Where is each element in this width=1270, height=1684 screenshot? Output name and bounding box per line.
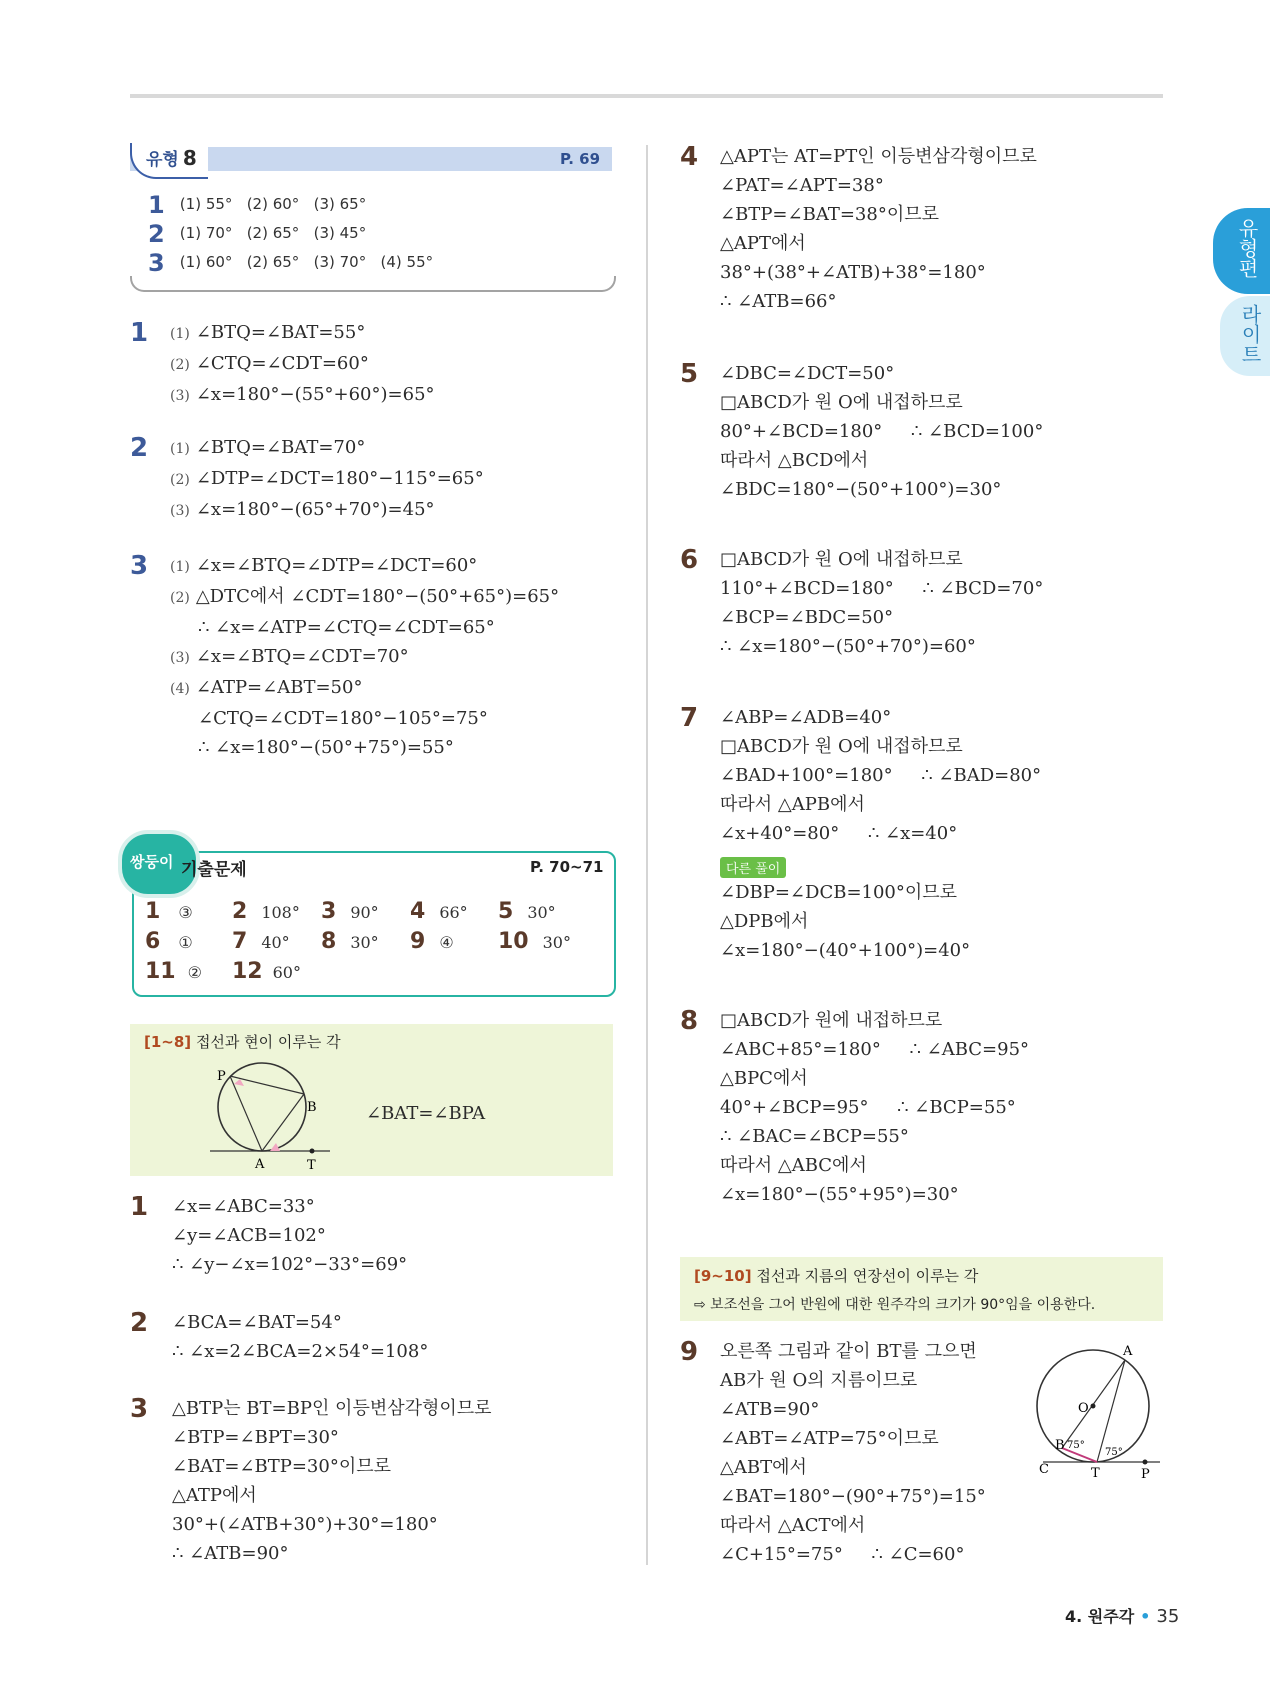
- side-tab-lite-label: 라이트: [1238, 304, 1262, 364]
- solution-line: 40°+∠BCP=95° ∴ ∠BCP=55°: [720, 1097, 1016, 1118]
- solution-line: ∠ABC+85°=180° ∴ ∠ABC=95°: [720, 1039, 1030, 1060]
- concept2-range: [9~10]: [694, 1267, 752, 1285]
- ans-n: 2: [232, 899, 248, 924]
- solution-line: ∠ABP=∠ADB=40°: [720, 707, 892, 728]
- solution-line: ∠BTP=∠BPT=30°: [172, 1427, 339, 1448]
- answer-num: 2: [148, 220, 165, 248]
- solution-line: ∠CTQ=∠CDT=180°−105°=75°: [198, 708, 488, 729]
- sub-label: (2): [170, 472, 190, 488]
- ans-n: 6: [145, 929, 161, 954]
- answer-items: (1) 60° (2) 65° (3) 70° (4) 55°: [179, 253, 434, 271]
- solution-line: ∠ATB=90°: [720, 1399, 820, 1420]
- solution-line: AB가 원 O의 지름이므로: [720, 1370, 918, 1391]
- solution-line: 110°+∠BCD=180° ∴ ∠BCD=70°: [720, 578, 1044, 599]
- top-rule: [130, 94, 1163, 98]
- twin-answer-3: [321, 899, 379, 924]
- angle-label-t: 75°: [1105, 1447, 1123, 1458]
- solution-line: ∠ABT=∠ATP=75°이므로: [720, 1428, 939, 1449]
- solution-num: 5: [680, 359, 699, 389]
- sub-label: (2): [170, 590, 190, 606]
- ans-n: 7: [232, 929, 248, 954]
- twin-badge-label: 쌍둥이: [130, 853, 174, 871]
- sub-label: (3): [170, 503, 190, 519]
- footer-chapter: 4. 원주각: [1065, 1607, 1135, 1626]
- ans-n: 8: [321, 929, 337, 954]
- twin-answer-4: [410, 899, 468, 924]
- tangent-chord-figure: [200, 1060, 360, 1172]
- solution-line: ∠BAD+100°=180° ∴ ∠BAD=80°: [720, 765, 1042, 786]
- ans-v: 108°: [261, 903, 300, 922]
- solution-line: △BTP는 BT=BP인 이등변삼각형이므로: [172, 1398, 492, 1419]
- solution-num: 3: [130, 551, 149, 581]
- twin-answer-2: [232, 899, 300, 924]
- concept-formula: ∠BAT=∠BPA: [366, 1103, 486, 1124]
- solution-line: ∠C+15°=75° ∴ ∠C=60°: [720, 1544, 965, 1565]
- ans-v: 40°: [261, 933, 290, 952]
- solution-line: □ABCD가 원 O에 내접하므로: [720, 549, 963, 570]
- solution-line: ∴ ∠x=2∠BCA=2×54°=108°: [172, 1341, 429, 1362]
- ans-n: 12: [232, 959, 263, 984]
- sub-label: (4): [170, 681, 190, 697]
- solution-line: ∠x+40°=80° ∴ ∠x=40°: [720, 823, 958, 844]
- concept-box2-title: [694, 1265, 978, 1286]
- ans-v: 30°: [350, 933, 379, 952]
- solution-line: ∠x=180°−(55°+95°)=30°: [720, 1184, 959, 1205]
- column-divider: [646, 145, 648, 1565]
- solution-line: ∴ ∠x=∠ATP=∠CTQ=∠CDT=65°: [198, 617, 495, 638]
- label-c: C: [1039, 1462, 1049, 1477]
- solution-line: △ABT에서: [720, 1457, 807, 1478]
- ans-v: ③: [178, 903, 193, 922]
- side-tab-lite[interactable]: [1220, 296, 1270, 376]
- solution-num: 4: [680, 142, 699, 172]
- solution-line: ∠BCP=∠BDC=50°: [720, 607, 894, 628]
- solution-line: ∠BTP=∠BAT=38°이므로: [720, 204, 939, 225]
- angle-mark-p: [234, 1079, 244, 1086]
- ans-v: ④: [439, 933, 454, 952]
- diameter-figure: [1035, 1340, 1165, 1480]
- answer-num: 1: [148, 191, 165, 219]
- type-num: 8: [182, 146, 197, 170]
- answer-items: (1) 70° (2) 65° (3) 45°: [179, 224, 367, 242]
- solution-line: △DPB에서: [720, 911, 809, 932]
- solution-num: 8: [680, 1006, 699, 1036]
- solution-line: ∠DTP=∠DCT=180°−115°=65°: [195, 468, 484, 489]
- concept-box2-tip: ⇨ 보조선을 그어 반원에 대한 원주각의 크기가 90°임을 이용한다.: [694, 1297, 1096, 1313]
- sub-label: (3): [170, 388, 190, 404]
- twin-answer-8: [321, 929, 379, 954]
- solution-line: △APT에서: [720, 233, 806, 254]
- side-tab-type-label: 유형편: [1235, 218, 1259, 278]
- page-number: 35: [1156, 1606, 1180, 1627]
- solution-line: □ABCD가 원 O에 내접하므로: [720, 736, 963, 757]
- twin-answer-5: [498, 899, 556, 924]
- twin-page-ref: P. 70~71: [530, 858, 604, 876]
- ans-n: 3: [321, 899, 337, 924]
- solution-line: ∠x=180°−(55°+60°)=65°: [195, 384, 435, 405]
- concept-title: 접선과 현이 이루는 각: [195, 1033, 341, 1051]
- solution-num: 7: [680, 703, 699, 733]
- solution-line: □ABCD가 원에 내접하므로: [720, 1010, 943, 1031]
- solution-line: △BPC에서: [720, 1068, 808, 1089]
- alt-solution: [720, 878, 1160, 965]
- solution-num: 9: [680, 1337, 699, 1367]
- sub-label: (1): [170, 326, 190, 342]
- type-answer-row: [148, 249, 433, 277]
- solution-num: 2: [130, 1308, 149, 1338]
- solution-line: 80°+∠BCD=180° ∴ ∠BCD=100°: [720, 421, 1044, 442]
- solution-line: 오른쪽 그림과 같이 BT를 그으면: [720, 1341, 977, 1362]
- solution-line: ∠CTQ=∠CDT=60°: [195, 353, 369, 374]
- solution-line: ∴ ∠x=180°−(50°+70°)=60°: [720, 636, 976, 657]
- solution-line: 따라서 △ABC에서: [720, 1155, 867, 1176]
- sub-label: (1): [170, 441, 190, 457]
- ans-v: 66°: [439, 903, 468, 922]
- solution-line: ∠y=∠ACB=102°: [172, 1225, 326, 1246]
- concept-box-title: [144, 1031, 341, 1052]
- label-b: B: [1055, 1438, 1065, 1453]
- solution-line: ∠ATP=∠ABT=50°: [195, 677, 363, 698]
- twin-title: 기출문제: [181, 860, 247, 880]
- angle-label-b: 75°: [1067, 1440, 1085, 1451]
- solution-line: ∠BAT=∠BTP=30°이므로: [172, 1456, 391, 1477]
- type-answer-row: [148, 220, 366, 248]
- solution-line: ∠x=180°−(40°+100°)=40°: [720, 940, 971, 961]
- label-b: B: [307, 1100, 317, 1115]
- solution-line: 38°+(38°+∠ATB)+38°=180°: [720, 262, 986, 283]
- sub-label: (3): [170, 650, 190, 666]
- concept-range: [1~8]: [144, 1033, 192, 1051]
- point-p: [1143, 1460, 1148, 1465]
- solution-line: ∠BTQ=∠BAT=70°: [195, 437, 366, 458]
- solution-line: ∴ ∠y−∠x=102°−33°=69°: [172, 1254, 408, 1275]
- chord-ab: [262, 1094, 304, 1151]
- solution-num: 3: [130, 1394, 149, 1424]
- label-p: P: [217, 1069, 226, 1084]
- solution-line: ∠DBP=∠DCB=100°이므로: [720, 882, 958, 903]
- type-header-tab: [130, 143, 208, 179]
- solution-line: ∠PAT=∠APT=38°: [720, 175, 884, 196]
- ans-n: 11: [145, 959, 176, 984]
- ans-n: 9: [410, 929, 426, 954]
- solution-num: 1: [130, 1192, 149, 1222]
- alt-solution-tag: 다른 풀이: [720, 857, 786, 878]
- twin-answer-1: [145, 899, 193, 924]
- ans-v: 30°: [542, 933, 571, 952]
- center-o: [1091, 1404, 1096, 1409]
- label-t: T: [307, 1158, 316, 1172]
- ans-n: 4: [410, 899, 426, 924]
- solution-line: ∠DBC=∠DCT=50°: [720, 363, 895, 384]
- solution-line: □ABCD가 원 O에 내접하므로: [720, 392, 963, 413]
- answer-items: (1) 55° (2) 60° (3) 65°: [179, 195, 367, 213]
- ans-n: 10: [498, 929, 529, 954]
- solution-line: 따라서 △BCD에서: [720, 450, 869, 471]
- point-t: [310, 1149, 315, 1154]
- solution-line: ∠x=∠BTQ=∠DTP=∠DCT=60°: [195, 555, 478, 576]
- answer-num: 3: [148, 249, 165, 277]
- type-box-bottom: [130, 276, 616, 292]
- ans-v: 30°: [527, 903, 556, 922]
- side-tab-type[interactable]: [1213, 208, 1270, 294]
- ans-n: 1: [145, 899, 161, 924]
- label-t: T: [1091, 1466, 1100, 1480]
- twin-answer-10: [498, 929, 571, 954]
- label-a: A: [255, 1157, 265, 1172]
- type-label: 유형: [146, 150, 179, 170]
- twin-answer-12: [232, 959, 301, 984]
- ans-v: 90°: [350, 903, 379, 922]
- solution-line: ∴ ∠BAC=∠BCP=55°: [720, 1126, 909, 1147]
- solution-line: 따라서 △ACT에서: [720, 1515, 866, 1536]
- concept2-title: 접선과 지름의 연장선이 이루는 각: [756, 1267, 979, 1285]
- solution-line: △ATP에서: [172, 1485, 257, 1506]
- type-answer-row: [148, 191, 366, 219]
- solution-line: ∠x=∠ABC=33°: [172, 1196, 315, 1217]
- solution-line: ∠BTQ=∠BAT=55°: [195, 322, 366, 343]
- twin-answer-6: [145, 929, 193, 954]
- solution-line: ∠x=180°−(65°+70°)=45°: [195, 499, 435, 520]
- ans-v: ②: [187, 963, 202, 982]
- solution-line: ∴ ∠x=180°−(50°+75°)=55°: [198, 737, 454, 758]
- type-page-ref: P. 69: [560, 150, 601, 168]
- ans-v: ①: [178, 933, 193, 952]
- footer-dot: •: [1140, 1607, 1151, 1626]
- page-footer: [1065, 1604, 1179, 1627]
- sub-label: (1): [170, 559, 190, 575]
- solution-line: 30°+(∠ATB+30°)+30°=180°: [172, 1514, 438, 1535]
- sub-label: (2): [170, 357, 190, 373]
- solution-line: 따라서 △APB에서: [720, 794, 865, 815]
- label-o: O: [1078, 1401, 1089, 1416]
- solution-line: ∠BDC=180°−(50°+100°)=30°: [720, 479, 1002, 500]
- label-p: P: [1141, 1467, 1150, 1480]
- solution-line: △DTC에서 ∠CDT=180°−(50°+65°)=65°: [195, 586, 560, 607]
- solution-num: 1: [130, 318, 149, 348]
- solution-line: △APT는 AT=PT인 이등변삼각형이므로: [720, 146, 1037, 167]
- twin-answer-11: [145, 959, 202, 984]
- solution-line: ∴ ∠ATB=66°: [720, 291, 837, 312]
- solution-line: ∴ ∠ATB=90°: [172, 1543, 289, 1564]
- label-a: A: [1123, 1344, 1133, 1359]
- chord-pa: [230, 1076, 262, 1151]
- solution-line: ∠BAT=180°−(90°+75°)=15°: [720, 1486, 986, 1507]
- solution-line: ∠x=∠BTQ=∠CDT=70°: [195, 646, 409, 667]
- ans-n: 5: [498, 899, 514, 924]
- solution-num: 2: [130, 433, 149, 463]
- solution-num: 6: [680, 545, 699, 575]
- twin-answer-7: [232, 929, 290, 954]
- twin-answer-9: [410, 929, 454, 954]
- solution-line: ∠BCA=∠BAT=54°: [172, 1312, 342, 1333]
- ans-v: 60°: [272, 963, 301, 982]
